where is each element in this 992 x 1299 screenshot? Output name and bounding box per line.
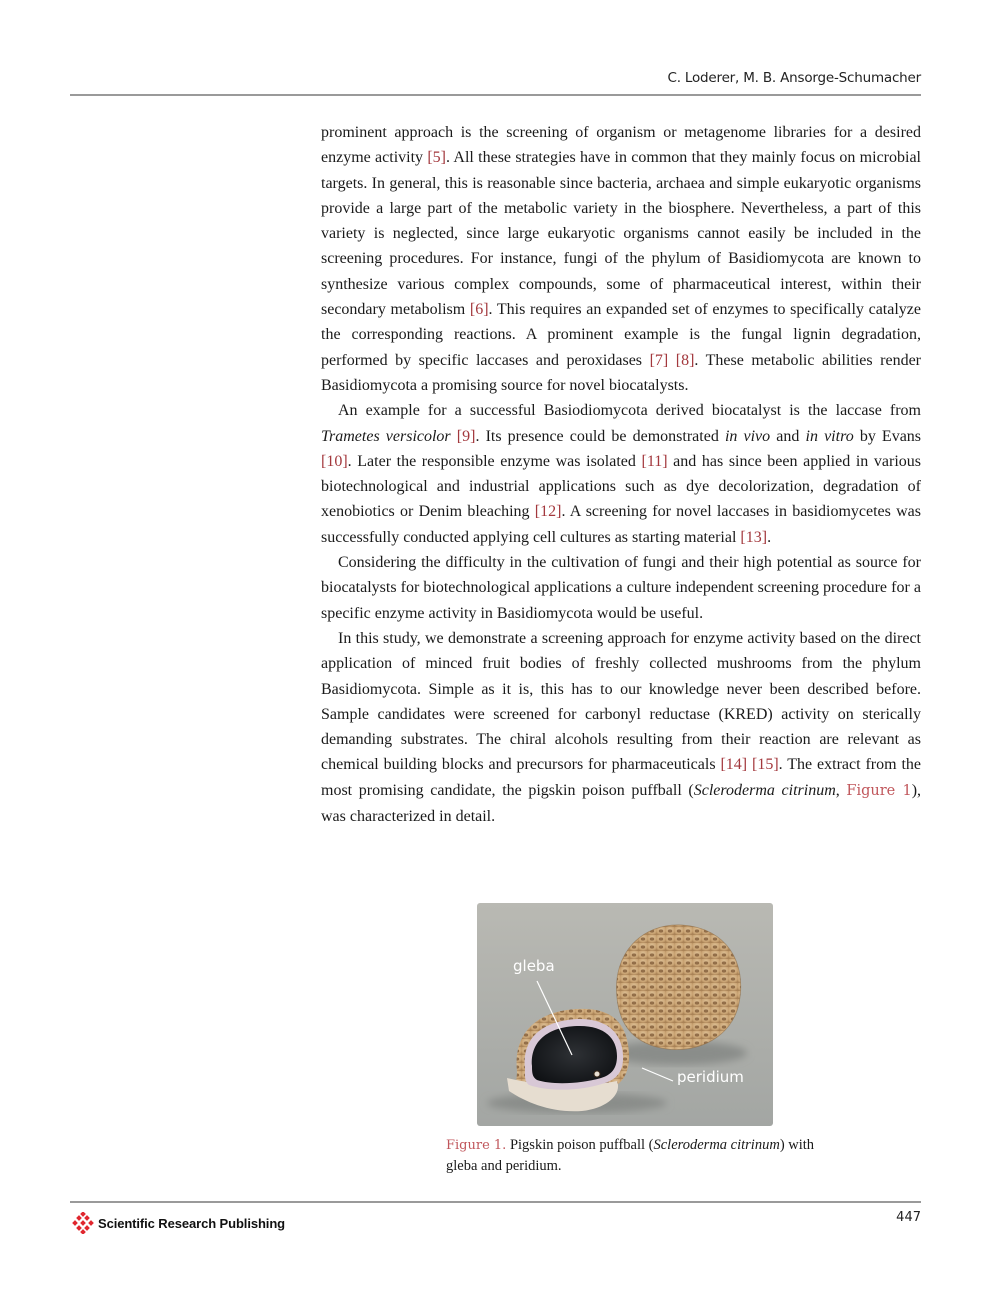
text: . bbox=[767, 528, 772, 546]
page-number: 447 bbox=[896, 1210, 921, 1225]
citation-link[interactable]: [6] bbox=[469, 301, 489, 319]
text: . A screening for novel laccases in basidiomycetes was successfully conducted applying cell cultures as starting material bbox=[321, 503, 921, 546]
text: and bbox=[770, 427, 806, 445]
text: . All these strategies have in common that they mainly focus on microbial targets. In general, this is reasonable since bacteria, archaea and simple eukaryotic organisms provide a large part of the metabolic variety in the biosphere. Nevertheless, a part of this variety is neglected, since large eukaryotic organisms cannot easily be included in the screening procedures. For instance, fungi of the phylum of Basidiomycota are known to synthesize various complex compounds, some of pharmaceutical interest, within their secondary metabolism bbox=[321, 149, 921, 319]
scirp-diamond-logo-icon bbox=[72, 1212, 94, 1234]
text: prominent approach is the screening of organism or metagenome libraries for a desired enzyme activity bbox=[321, 124, 921, 167]
species-name: Scleroderma citrinum bbox=[653, 1137, 780, 1153]
gleba-label: gleba bbox=[513, 957, 555, 975]
text: . This requires an expanded set of enzymes to specifically catalyze the corresponding reactions. A prominent example is the fungal lignin degradation, performed by specific laccases and peroxidases bbox=[321, 301, 921, 369]
text: In this study, we demonstrate a screening approach for enzyme activity based on the direct application of minced fruit bodies of freshly collected mushrooms from the phylum Basidiomycota. Simple as it is, this has to our knowledge never been described before. Sample candidates were screened for carbonyl reductase (KRED) activity on sterically demanding substrates. The chiral alcohols resulting from their reaction are relevant as chemical building blocks and precursors for pharmaceuticals bbox=[321, 629, 921, 774]
species-name: Trametes versicolor bbox=[321, 427, 451, 445]
body-text bbox=[321, 120, 921, 829]
running-header-authors: C. Loderer, M. B. Ansorge-Schumacher bbox=[667, 70, 921, 86]
puffball-illustration bbox=[477, 903, 773, 1126]
text: ), was characterized in detail. bbox=[321, 781, 922, 826]
text: An example for a successful Basiodiomycota derived biocatalyst is the laccase from bbox=[338, 402, 921, 420]
species-name: Scleroderma citrinum bbox=[693, 781, 836, 799]
paragraph-2 bbox=[321, 398, 921, 550]
citation-link[interactable]: [11] bbox=[641, 452, 668, 470]
figure-link[interactable]: Figure 1 bbox=[846, 782, 912, 799]
figure-caption bbox=[446, 1135, 826, 1176]
text: . The extract from the most promising candidate, the pigskin poison puffball ( bbox=[321, 756, 922, 799]
text: Pigskin poison puffball ( bbox=[506, 1137, 654, 1153]
italic-term: in vitro bbox=[805, 427, 854, 445]
paragraph-3 bbox=[321, 550, 921, 626]
text: . Its presence could be demonstrated bbox=[475, 427, 725, 445]
text: , bbox=[835, 781, 847, 799]
text: . These metabolic abilities render Basidiomycota a promising source for novel biocatalysts. bbox=[321, 351, 922, 394]
citation-link[interactable]: [5] bbox=[427, 149, 446, 167]
text: and has since been applied in various biotechnological and industrial applications such as dye decolorization, degradation of xenobiotics or Denim bleaching bbox=[321, 452, 921, 521]
peridium-label: peridium bbox=[677, 1068, 744, 1086]
citation-link[interactable]: [10] bbox=[321, 452, 348, 470]
header-divider bbox=[70, 94, 921, 96]
citation-link[interactable]: [14] bbox=[720, 756, 748, 774]
citation-link[interactable]: [15] bbox=[752, 756, 779, 774]
italic-term: in vivo bbox=[724, 427, 771, 445]
footer-divider bbox=[70, 1201, 921, 1203]
publisher-name: Scientific Research Publishing bbox=[98, 1215, 285, 1231]
citation-link[interactable]: [9] bbox=[456, 427, 476, 445]
citation-link[interactable]: [7] bbox=[649, 351, 669, 369]
citation-link[interactable]: [8] bbox=[675, 351, 695, 369]
text: by Evans bbox=[853, 427, 922, 445]
figure-1-photo bbox=[477, 903, 773, 1126]
paragraph-1 bbox=[321, 120, 921, 398]
citation-link[interactable]: [13] bbox=[740, 528, 768, 546]
text: ) with gleba and peridium. bbox=[446, 1137, 815, 1174]
text: . Later the responsible enzyme was isolated bbox=[347, 452, 642, 470]
text: Considering the difficulty in the cultivation of fungi and their high potential as source for biocatalysts for biotechnological applications a culture independent screening procedure for a specific enzyme activity in Basidiomycota would be useful. bbox=[321, 554, 921, 622]
publisher-logo[interactable] bbox=[72, 1212, 285, 1234]
citation-link[interactable]: [12] bbox=[534, 503, 562, 521]
paragraph-4 bbox=[321, 626, 921, 829]
figure-caption-label: Figure 1. bbox=[446, 1138, 507, 1153]
